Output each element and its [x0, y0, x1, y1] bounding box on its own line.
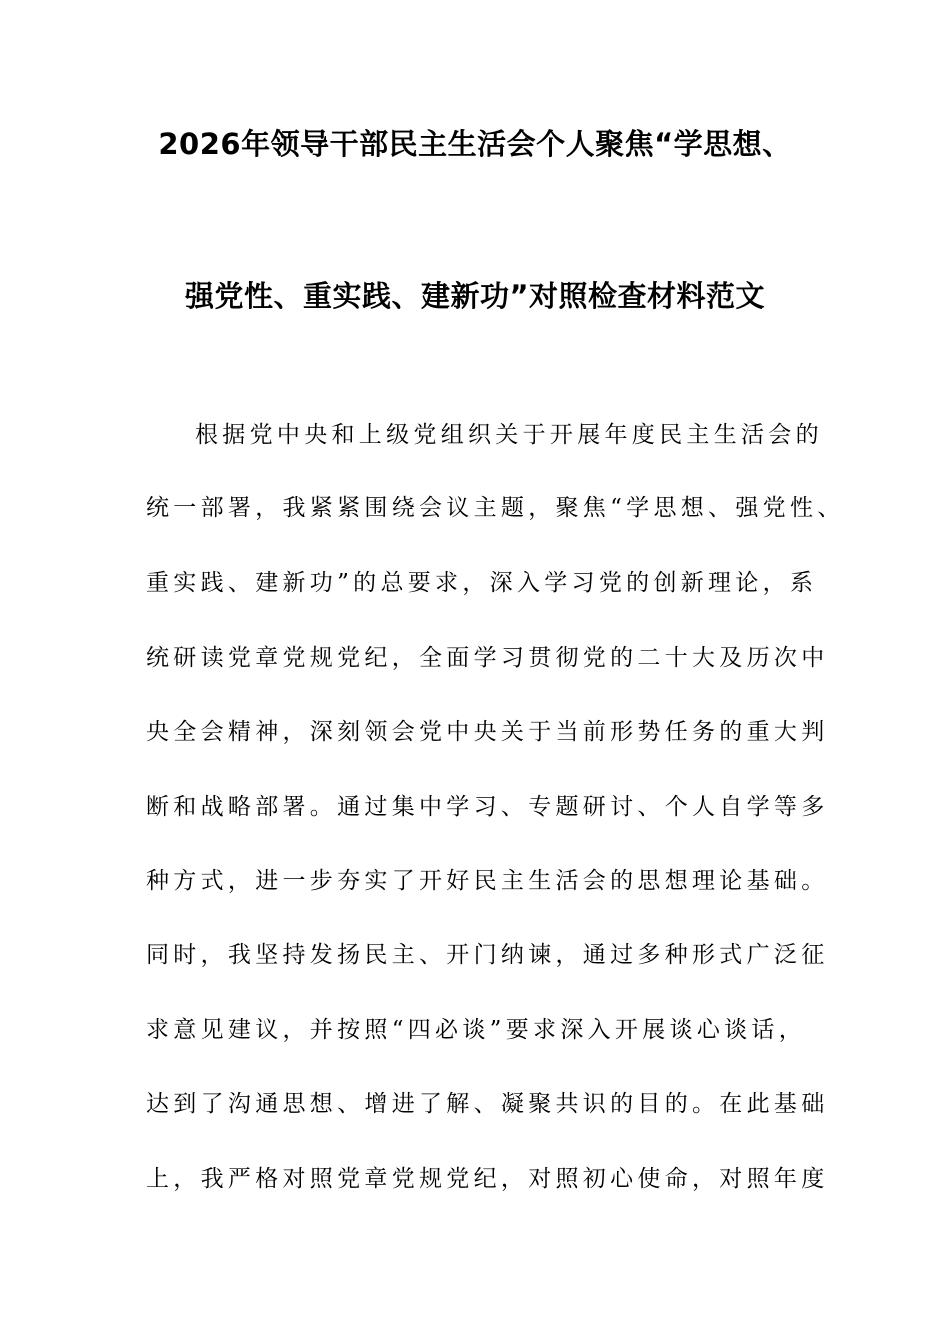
body-line-7: 种方式，进一步夯实了开好民主生活会的思想理论基础。 — [146, 868, 829, 894]
body-line-5: 央全会精神，深刻领会党中央关于当前形势任务的重大判 — [146, 719, 829, 745]
document-title-line-1: 2026年领导干部民主生活会个人聚焦“学思想、 — [158, 127, 792, 161]
body-line-8: 同时，我坚持发扬民主、开门纳谏，通过多种形式广泛征 — [146, 942, 829, 968]
body-line-4: 统研读党章党规党纪，全面学习贯彻党的二十大及历次中 — [146, 645, 829, 671]
body-line-3: 重实践、建新功”的总要求，深入学习党的创新理论，系 — [146, 570, 818, 596]
body-line-9: 求意见建议，并按照“四必谈”要求深入开展谈心谈话， — [146, 1017, 807, 1043]
body-line-10: 达到了沟通思想、增进了解、凝聚共识的目的。在此基础 — [146, 1091, 829, 1117]
body-line-1: 根据党中央和上级党组织关于开展年度民主生活会的 — [195, 422, 823, 448]
body-line-11: 上，我严格对照党章党规党纪，对照初心使命，对照年度 — [146, 1166, 829, 1192]
document-title-line-2: 强党性、重实践、建新功”对照检查材料范文 — [184, 279, 766, 313]
body-line-2: 统一部署，我紧紧围绕会议主题，聚焦“学思想、强党性、 — [146, 495, 845, 521]
body-line-6: 断和战略部署。通过集中学习、专题研讨、个人自学等多 — [146, 794, 829, 820]
